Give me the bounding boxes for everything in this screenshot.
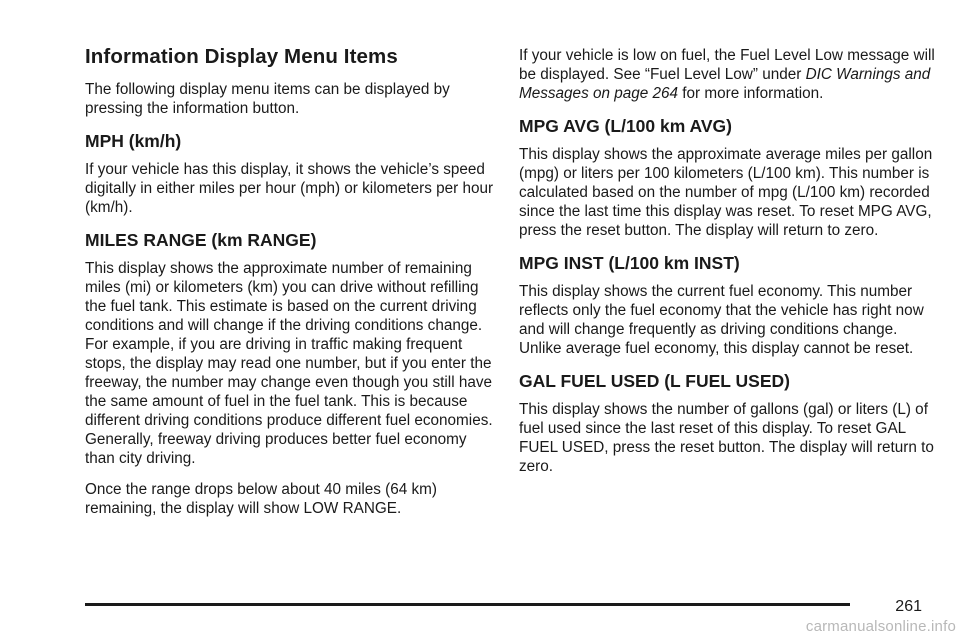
right-column — [519, 46, 939, 488]
section-heading-miles-range: MILES RANGE (km RANGE) — [85, 230, 317, 250]
section-body-mph: If your vehicle has this display, it shows the vehicle’s speed digitally in either miles per hour (mph) or kilometers per hour (km/h). — [85, 161, 494, 216]
left-column — [85, 44, 495, 530]
section-heading-mph: MPH (km/h) — [85, 131, 182, 151]
watermark: carmanualsonline.info — [805, 618, 956, 635]
section-heading-gal-fuel-used: GAL FUEL USED (L FUEL USED) — [519, 371, 790, 391]
fuel-low-text: If your vehicle is low on fuel, the Fuel Level Low message will be displayed. See “Fuel Level Low” under — [519, 47, 935, 83]
intro-paragraph: The following display menu items can be displayed by pressing the information button. — [85, 81, 450, 117]
section-body-low-range: Once the range drops below about 40 miles (64 km) remaining, the display will show LOW RANGE. — [85, 481, 438, 517]
dic-warnings-link[interactable]: DIC Warnings and Messages on page 264 — [519, 66, 931, 102]
section-body-mpg-avg: This display shows the approximate average miles per gallon (mpg) or liters per 100 kilometers (L/100 km). This number is calculated based on the number of mpg (L/100 km) recorded since the last time this display was reset. To reset MPG AVG, press the reset button. The display will return to zero. — [519, 146, 933, 239]
fuel-low-text-end: for more information. — [678, 85, 824, 102]
page-title: Information Display Menu Items — [85, 45, 398, 68]
section-body-miles-range: This display shows the approximate number of remaining miles (mi) or kilometers (km) you can drive without refilling the fuel tank. This estimate is based on the current driving conditions and will change if the driving conditions change. For example, if you are driving in traffic making frequent stops, the display may read one number, but if you enter the freeway, the number may change even though you still have the same amount of fuel in the fuel tank. This is because different driving conditions produce different fuel economies. Generally, freeway driving produces better fuel economy than city driving. — [85, 260, 493, 467]
section-body-mpg-inst: This display shows the current fuel economy. This number reflects only the fuel economy that the vehicle has right now and will change frequently as driving conditions change. Unlike average fuel economy, this display cannot be reset. — [519, 283, 924, 357]
footer-rule — [85, 603, 850, 606]
section-body-gal-fuel-used: This display shows the number of gallons (gal) or liters (L) of fuel used since the last reset of this display. To reset GAL FUEL USED, press the reset button. The display will return to zero. — [519, 401, 934, 475]
fuel-low-paragraph — [519, 46, 939, 103]
section-heading-mpg-avg: MPG AVG (L/100 km AVG) — [519, 116, 732, 136]
page-number: 261 — [895, 598, 922, 615]
section-heading-mpg-inst: MPG INST (L/100 km INST) — [519, 253, 740, 273]
